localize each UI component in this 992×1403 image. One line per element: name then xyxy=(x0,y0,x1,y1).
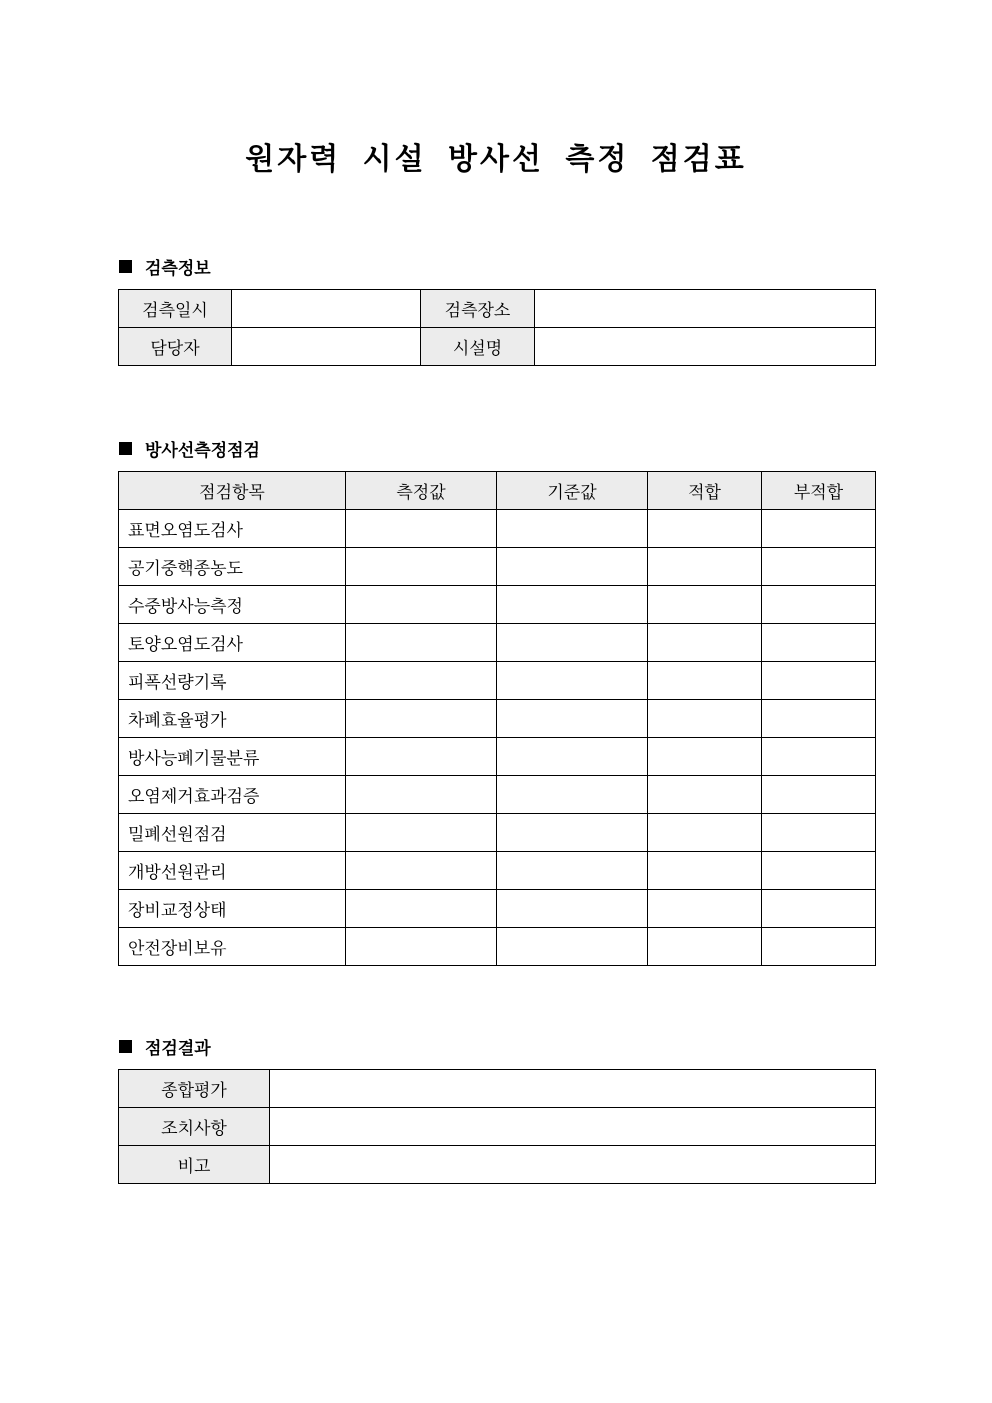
standard-value-cell[interactable] xyxy=(497,624,648,662)
standard-value-cell[interactable] xyxy=(497,814,648,852)
check-item-label: 표면오염도검사 xyxy=(119,510,346,548)
pass-cell[interactable] xyxy=(648,814,762,852)
measured-value-cell[interactable] xyxy=(346,890,497,928)
table-row xyxy=(119,1146,876,1184)
check-item-label: 오염제거효과검증 xyxy=(119,776,346,814)
standard-value-cell[interactable] xyxy=(497,662,648,700)
check-item-label: 차폐효율평가 xyxy=(119,700,346,738)
measured-value-cell[interactable] xyxy=(346,738,497,776)
inspection-info-table xyxy=(118,289,876,366)
section-heading-radiation-check xyxy=(119,436,260,461)
pass-cell[interactable] xyxy=(648,662,762,700)
pass-cell[interactable] xyxy=(648,700,762,738)
fail-cell[interactable] xyxy=(762,776,876,814)
pass-cell[interactable] xyxy=(648,586,762,624)
label-person-in-charge: 담당자 xyxy=(119,328,232,366)
table-row xyxy=(119,510,876,548)
measured-value-cell[interactable] xyxy=(346,662,497,700)
fail-cell[interactable] xyxy=(762,662,876,700)
fail-cell[interactable] xyxy=(762,700,876,738)
check-item-label: 수중방사능측정 xyxy=(119,586,346,624)
check-item-label: 장비교정상태 xyxy=(119,890,346,928)
field-facility-name[interactable] xyxy=(535,328,876,366)
fail-cell[interactable] xyxy=(762,510,876,548)
fail-cell[interactable] xyxy=(762,624,876,662)
table-header-row xyxy=(119,472,876,510)
check-item-label: 피폭선량기록 xyxy=(119,662,346,700)
section-heading-results xyxy=(119,1034,211,1059)
fail-cell[interactable] xyxy=(762,890,876,928)
pass-cell[interactable] xyxy=(648,928,762,966)
standard-value-cell[interactable] xyxy=(497,890,648,928)
table-row xyxy=(119,1070,876,1108)
check-item-label: 토양오염도검사 xyxy=(119,624,346,662)
results-table xyxy=(118,1069,876,1184)
standard-value-cell[interactable] xyxy=(497,510,648,548)
standard-value-cell[interactable] xyxy=(497,776,648,814)
check-item-label: 개방선원관리 xyxy=(119,852,346,890)
label-overall-evaluation: 종합평가 xyxy=(119,1070,270,1108)
measured-value-cell[interactable] xyxy=(346,548,497,586)
table-row xyxy=(119,814,876,852)
section-heading-inspection-info xyxy=(119,254,211,279)
field-inspection-location[interactable] xyxy=(535,290,876,328)
table-row xyxy=(119,928,876,966)
check-item-label: 방사능폐기물분류 xyxy=(119,738,346,776)
field-remarks[interactable] xyxy=(270,1146,876,1184)
fail-cell[interactable] xyxy=(762,814,876,852)
section-heading-text: 방사선측정점검 xyxy=(145,441,260,461)
square-bullet-icon xyxy=(119,260,132,273)
table-row xyxy=(119,776,876,814)
table-row xyxy=(119,624,876,662)
measured-value-cell[interactable] xyxy=(346,510,497,548)
document-title: 원자력 시설 방사선 측정 점검표 xyxy=(245,142,747,177)
measured-value-cell[interactable] xyxy=(346,776,497,814)
radiation-check-table xyxy=(118,471,876,966)
section-heading-text: 점검결과 xyxy=(145,1039,211,1059)
fail-cell[interactable] xyxy=(762,548,876,586)
table-row xyxy=(119,290,876,328)
table-row xyxy=(119,852,876,890)
standard-value-cell[interactable] xyxy=(497,852,648,890)
square-bullet-icon xyxy=(119,1040,132,1053)
table-row xyxy=(119,890,876,928)
check-item-label: 안전장비보유 xyxy=(119,928,346,966)
label-remarks: 비고 xyxy=(119,1146,270,1184)
measured-value-cell[interactable] xyxy=(346,814,497,852)
column-header-item: 점검항목 xyxy=(119,472,346,510)
field-overall-evaluation[interactable] xyxy=(270,1070,876,1108)
pass-cell[interactable] xyxy=(648,776,762,814)
pass-cell[interactable] xyxy=(648,852,762,890)
table-row xyxy=(119,662,876,700)
label-inspection-location: 검측장소 xyxy=(421,290,535,328)
column-header-standard: 기준값 xyxy=(497,472,648,510)
standard-value-cell[interactable] xyxy=(497,700,648,738)
fail-cell[interactable] xyxy=(762,852,876,890)
field-corrective-actions[interactable] xyxy=(270,1108,876,1146)
column-header-measured: 측정값 xyxy=(346,472,497,510)
section-heading-text: 검측정보 xyxy=(145,259,211,279)
measured-value-cell[interactable] xyxy=(346,928,497,966)
label-facility-name: 시설명 xyxy=(421,328,535,366)
measured-value-cell[interactable] xyxy=(346,852,497,890)
table-row xyxy=(119,328,876,366)
pass-cell[interactable] xyxy=(648,624,762,662)
standard-value-cell[interactable] xyxy=(497,548,648,586)
pass-cell[interactable] xyxy=(648,548,762,586)
table-row xyxy=(119,548,876,586)
table-row xyxy=(119,700,876,738)
fail-cell[interactable] xyxy=(762,928,876,966)
check-item-label: 밀폐선원점검 xyxy=(119,814,346,852)
fail-cell[interactable] xyxy=(762,586,876,624)
table-row xyxy=(119,1108,876,1146)
label-inspection-datetime: 검측일시 xyxy=(119,290,232,328)
table-row xyxy=(119,586,876,624)
field-person-in-charge[interactable] xyxy=(232,328,421,366)
column-header-fail: 부적합 xyxy=(762,472,876,510)
column-header-pass: 적합 xyxy=(648,472,762,510)
standard-value-cell[interactable] xyxy=(497,586,648,624)
table-row xyxy=(119,738,876,776)
measured-value-cell[interactable] xyxy=(346,586,497,624)
label-corrective-actions: 조치사항 xyxy=(119,1108,270,1146)
pass-cell[interactable] xyxy=(648,510,762,548)
pass-cell[interactable] xyxy=(648,890,762,928)
square-bullet-icon xyxy=(119,442,132,455)
measured-value-cell[interactable] xyxy=(346,624,497,662)
field-inspection-datetime[interactable] xyxy=(232,290,421,328)
fail-cell[interactable] xyxy=(762,738,876,776)
check-item-label: 공기중핵종농도 xyxy=(119,548,346,586)
pass-cell[interactable] xyxy=(648,738,762,776)
standard-value-cell[interactable] xyxy=(497,928,648,966)
standard-value-cell[interactable] xyxy=(497,738,648,776)
measured-value-cell[interactable] xyxy=(346,700,497,738)
